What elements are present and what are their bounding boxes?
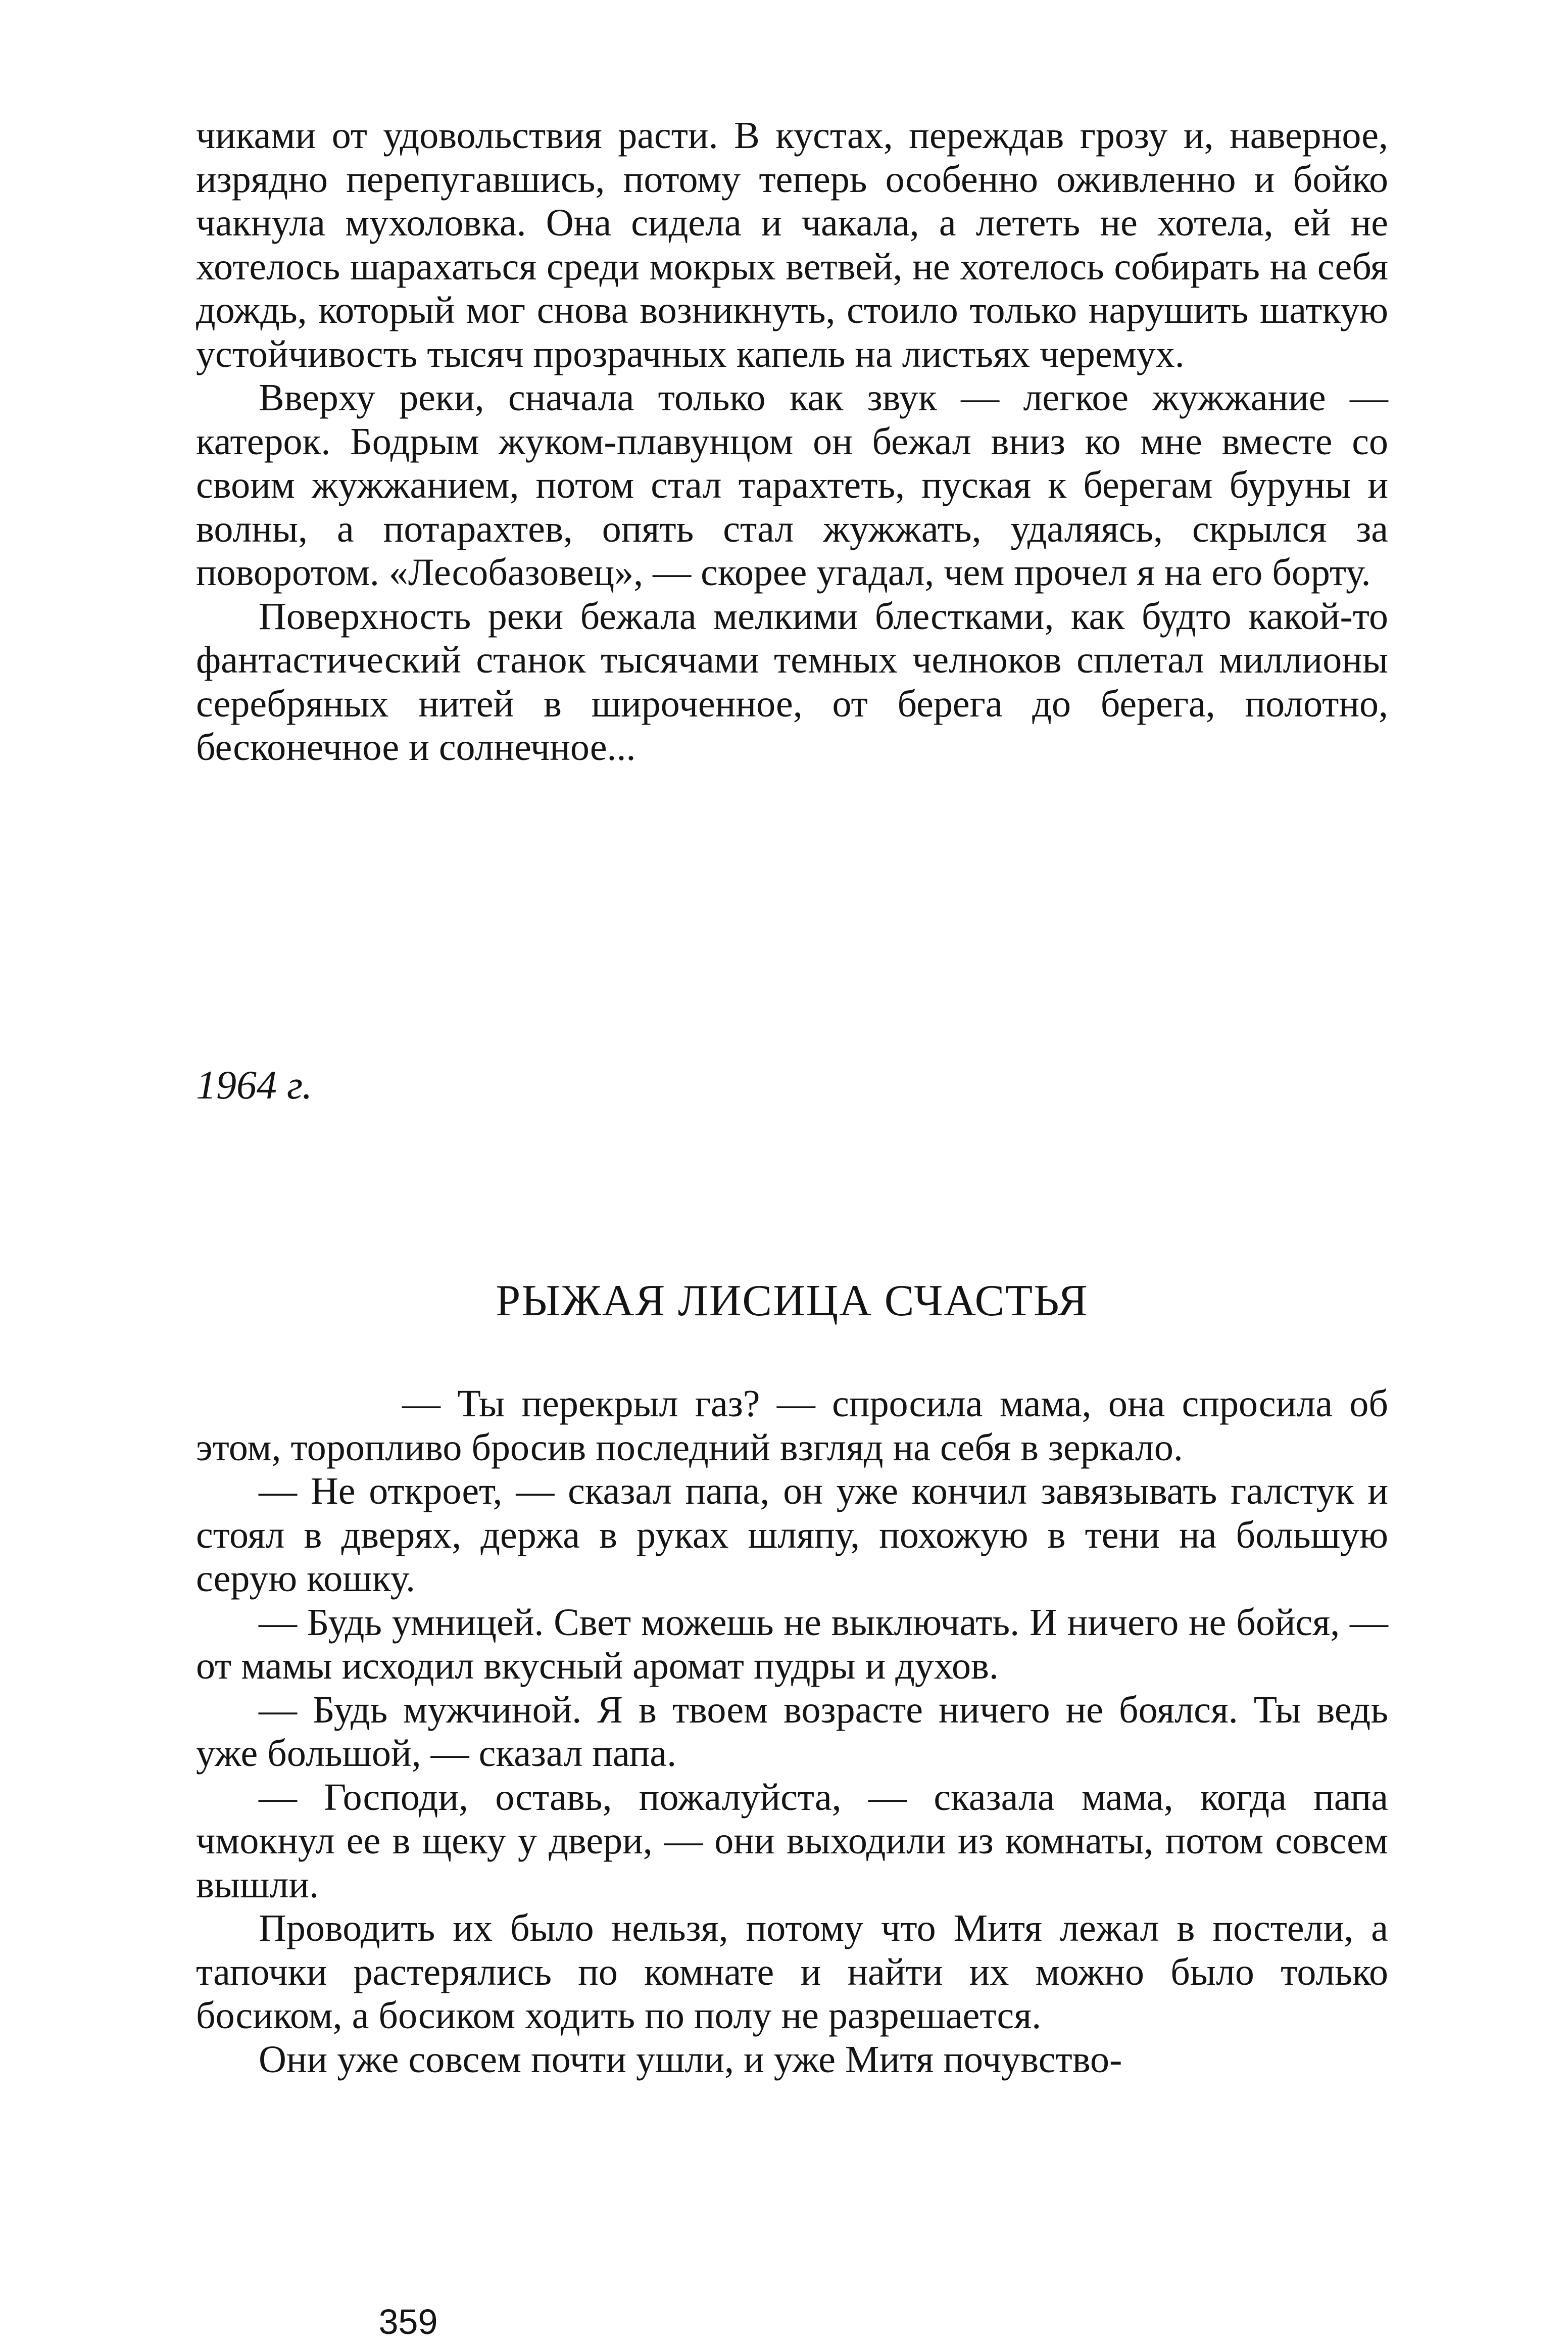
paragraph: — Господи, оставь, пожалуйста, — сказала мама, когда папа чмокнул ее в щеку у двери, — они выходили из комнаты, потом совсем вышли. [196, 1776, 1388, 1906]
paragraph: — Ты перекрыл газ? — спросила мама, она спросила об этом, торопливо бросив последний взгляд на себя в зеркало. [196, 1382, 1388, 1469]
paragraph: — Будь мужчиной. Я в твоем возрасте ничего не боялся. Ты ведь уже большой, — сказал папа. [196, 1688, 1388, 1775]
paragraph: Проводить их было нельзя, потому что Митя лежал в постели, а тапочки растерялись по комнате и найти их можно было только босиком, а босиком ходить по полу не разрешается. [196, 1907, 1388, 2037]
paragraph: — Будь умницей. Свет можешь не выключать. И ничего не бойся, — от мамы исходил вкусный аромат пудры и духов. [196, 1601, 1388, 1687]
story-beginning [196, 1382, 1388, 2081]
paragraph: Вверху реки, сначала только как звук — легкое жужжание — катерок. Бодрым жуком-плавунцом он бежал вниз ко мне вместе со своим жужжанием, потом стал тарахтеть, пуская к берегам буруны и волны, а потарахтев, опять стал жужжать, удаляясь, скрылся за поворотом. «Лесобазовец», — скорее угадал, чем прочел я на его борту. [196, 376, 1388, 594]
paragraph: Поверхность реки бежала мелкими блестками, как будто какой-то фантастический станок тысячами темных челноков сплетал миллионы серебряных нитей в широченное, от берега до берега, полотно, бесконечное и солнечное... [196, 595, 1388, 769]
page-number: 359 [378, 2302, 438, 2341]
story-date: 1964 г. [196, 1063, 313, 1108]
story-title: РЫЖАЯ ЛИСИЦА СЧАСТЬЯ [496, 1276, 1089, 1325]
paragraph: чиками от удовольствия расти. В кустах, переждав грозу и, наверное, изрядно перепугавшись, потому теперь особенно оживленно и бойко чакнула мухоловка. Она сидела и чакала, а лететь не хотела, ей не хотелось шарахаться среди мокрых ветвей, не хотелось собирать на себя дождь, который мог снова возникнуть, стоило только нарушить шаткую устойчивость тысяч прозрачных капель на листьях черемух. [196, 114, 1388, 375]
story-ending [196, 114, 1388, 770]
paragraph: — Не откроет, — сказал папа, он уже кончил завязывать галстук и стоял в дверях, держа в руках шляпу, похожую в тени на большую серую кошку. [196, 1470, 1388, 1600]
paragraph: Они уже совсем почти ушли, и уже Митя почувство- [259, 2038, 1122, 2081]
